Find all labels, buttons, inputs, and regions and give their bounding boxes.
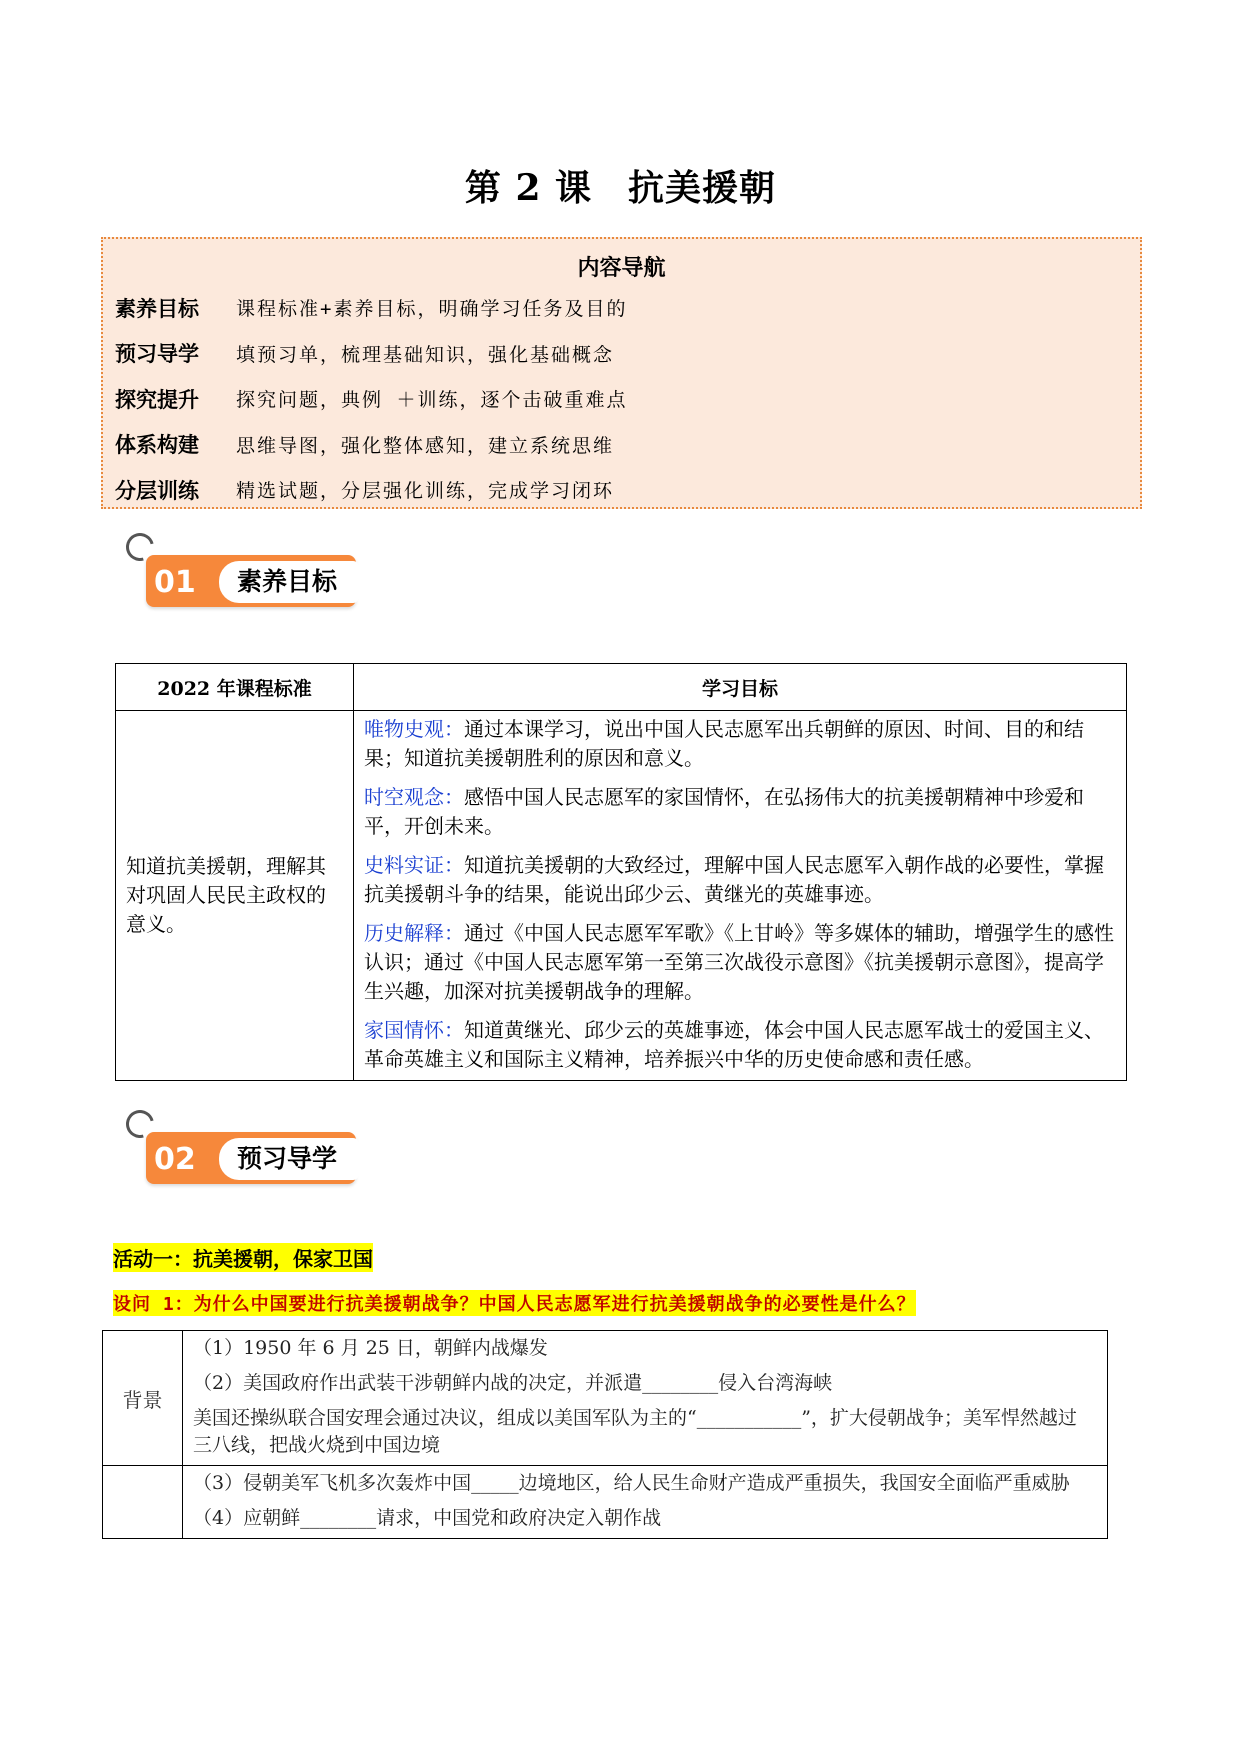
nav-heading: 内容导航: [577, 256, 666, 281]
table-header-row: [116, 664, 1127, 711]
goal-text: 知道黄继光、邱少云的英雄事迹，体会中国人民志愿军战士的爱国主义、革命英雄主义和国际主义精神，培养振兴中华的历史使命感和责任感。: [364, 1018, 1104, 1071]
nav-key: 预习导学: [115, 342, 199, 367]
nav-value: 填预习单，梳理基础知识，强化基础概念: [236, 343, 615, 366]
section-badge-02: [124, 1110, 364, 1190]
nav-row: [103, 376, 1140, 422]
lesson-name: 抗美援朝: [628, 167, 777, 209]
goal-text: 感悟中国人民志愿军的家国情怀，在弘扬伟大的抗美援朝精神中珍爱和平，开创未来。: [364, 785, 1084, 838]
content-navigation: [101, 237, 1142, 509]
nav-value: 课程标准+素养目标，明确学习任务及目的: [236, 298, 628, 321]
background-content: [183, 1466, 1108, 1539]
nav-row: [103, 422, 1140, 468]
nav-value: 思维导图，强化整体感知，建立系统思维: [236, 434, 615, 457]
nav-key: 体系构建: [115, 433, 199, 458]
column-header: 2022 年课程标准: [116, 664, 354, 711]
nav-row: [103, 285, 1140, 331]
nav-row: [103, 467, 1140, 513]
table-row: [103, 1331, 1108, 1466]
background-content: [183, 1331, 1108, 1466]
goal-text: 知道抗美援朝的大致经过，理解中国人民志愿军入朝作战的必要性，掌握抗美援朝斗争的结果，能说出邱少云、黄继光的英雄事迹。: [364, 853, 1104, 906]
lesson-number: 第 2 课: [464, 167, 593, 209]
curriculum-standard: 知道抗美援朝，理解其对巩固人民民主政权的意义。: [116, 711, 354, 1081]
goal-text: 通过《中国人民志愿军军歌》《上甘岭》等多媒体的辅助，增强学生的感性认识；通过《中国人民志愿军第一至第三次战役示意图》《抗美援朝示意图》，提高学生兴趣，加深对抗美援朝战争的理解。: [364, 921, 1114, 1003]
goal-item: [364, 851, 1116, 909]
page-title: [0, 160, 1241, 211]
goal-tag: 时空观念：: [364, 785, 464, 809]
goal-item: [364, 715, 1116, 773]
fill-in-item[interactable]: 美国还操纵联合国安理会通过决议，组成以美国军队为主的“___________”，扩大侵朝战争；美军悍然越过三八线，把战火烧到中国边境: [193, 1407, 1077, 1456]
goal-item: [364, 919, 1116, 1006]
section-number: 01: [154, 565, 196, 600]
row-header: 背景: [103, 1331, 183, 1466]
goal-item: [364, 1016, 1116, 1074]
section-label: 预习导学: [219, 1138, 359, 1180]
nav-value: 探究问题，典例 ＋训练，逐个击破重难点: [236, 389, 628, 412]
fill-in-item[interactable]: （4）应朝鲜________请求，中国党和政府决定入朝作战: [193, 1507, 662, 1529]
section-label: 素养目标: [219, 561, 359, 603]
nav-row: [103, 331, 1140, 377]
section-number: 02: [154, 1142, 196, 1177]
fill-in-item[interactable]: （3）侵朝美军飞机多次轰炸中国_____边境地区，给人民生命财产造成严重损失，我国安全面临严重威胁: [193, 1472, 1070, 1494]
section-badge-01: [124, 533, 364, 613]
nav-key: 素养目标: [115, 296, 199, 321]
activity-title: 活动一：抗美援朝，保家卫国: [113, 1243, 373, 1272]
learning-goals: [354, 711, 1127, 1081]
curriculum-table: [115, 663, 1127, 1081]
table-row: [116, 711, 1127, 1081]
row-header-empty: [103, 1466, 183, 1539]
goal-tag: 史料实证：: [364, 853, 464, 877]
goal-tag: 历史解释：: [364, 921, 464, 945]
goal-text: 通过本课学习，说出中国人民志愿军出兵朝鲜的原因、时间、目的和结果；知道抗美援朝胜利的原因和意义。: [364, 717, 1084, 770]
nav-key: 分层训练: [115, 478, 199, 503]
fill-in-item: （1）1950 年 6 月 25 日，朝鲜内战爆发: [193, 1337, 548, 1359]
goal-tag: 唯物史观：: [364, 717, 464, 741]
goal-tag: 家国情怀：: [364, 1018, 464, 1042]
goal-item: [364, 783, 1116, 841]
table-row: [103, 1466, 1108, 1539]
nav-key: 探究提升: [115, 387, 199, 412]
question-1: 设问 1：为什么中国要进行抗美援朝战争？中国人民志愿军进行抗美援朝战争的必要性是什么？: [113, 1290, 916, 1316]
background-table: [102, 1330, 1108, 1539]
column-header: 学习目标: [354, 664, 1127, 711]
nav-value: 精选试题，分层强化训练，完成学习闭环: [236, 480, 615, 503]
fill-in-item[interactable]: （2）美国政府作出武装干涉朝鲜内战的决定，并派遣________侵入台湾海峡: [193, 1372, 833, 1394]
